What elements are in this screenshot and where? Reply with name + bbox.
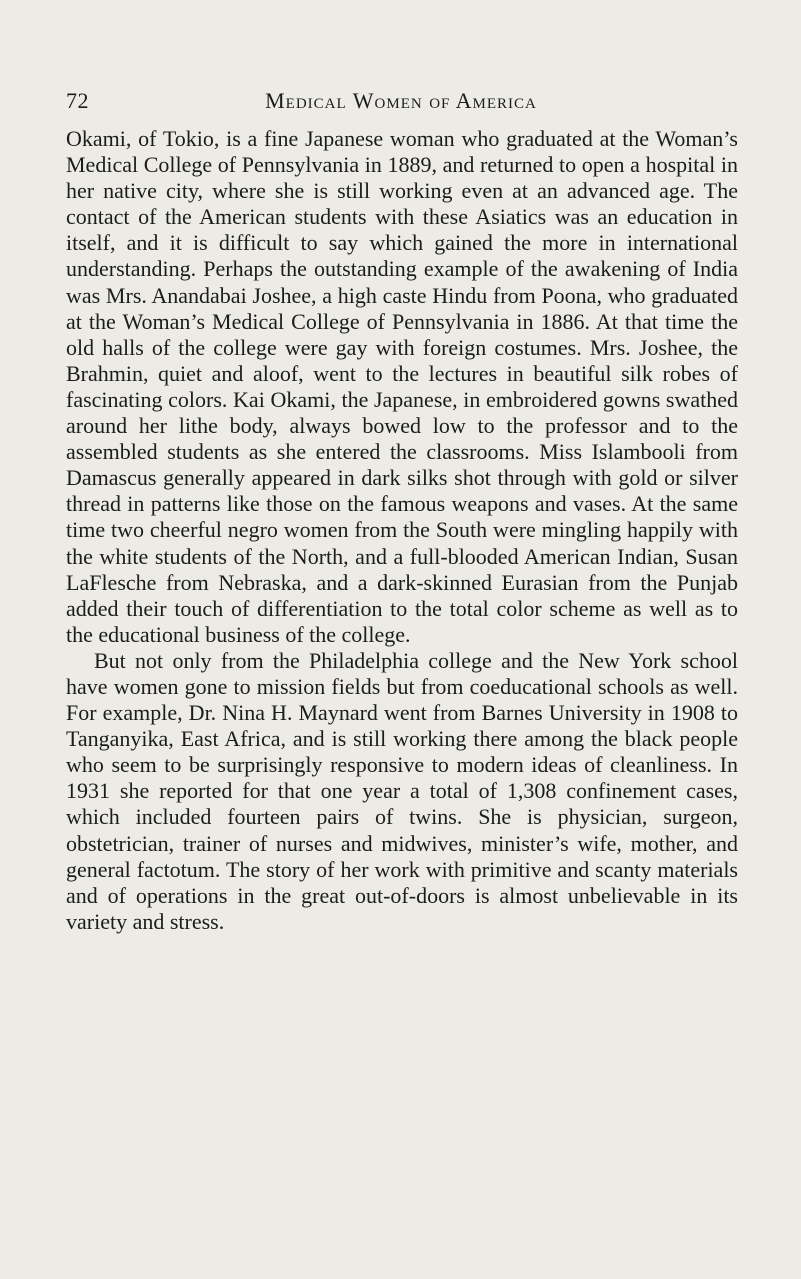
- running-head: [66, 88, 736, 118]
- running-title: Medical Women of America: [265, 88, 537, 113]
- paragraph: But not only from the Philadelphia college and the New York school have women gone to mission fields but from coeducational schools as well. For example, Dr. Nina H. Maynard went from Barnes University in 1908 to Tanganyika, East Africa, and is still working there among the black people who seem to be surprisingly responsive to modern ideas of cleanliness. In 1931 she reported for that one year a total of 1,308 confinement cases, which included fourteen pairs of twins. She is physician, surgeon, obstetrician, trainer of nurses and midwives, minister’s wife, mother, and general factotum. The story of her work with primitive and scanty materials and of operations in the great out-of-doors is almost unbelievable in its variety and stress.: [66, 647, 738, 934]
- page-number: 72: [66, 88, 89, 113]
- paragraph: Okami, of Tokio, is a fine Japanese woman who graduated at the Woman’s Medical College of Pennsylvania in 1889, and returned to open a hospital in her native city, where she is still working even at an advanced age. The contact of the American students with these Asiatics was an education in itself, and it is difficult to say which gained the more in international understanding. Perhaps the outstanding example of the awakening of India was Mrs. Anandabai Joshee, a high caste Hindu from Poona, who graduated at the Woman’s Medical College of Pennsylvania in 1886. At that time the old halls of the college were gay with foreign costumes. Mrs. Joshee, the Brahmin, quiet and aloof, went to the lectures in beautiful silk robes of fascinating colors. Kai Okami, the Japanese, in embroidered gowns swathed around her lithe body, always bowed low to the professor and to the assembled students as she entered the classrooms. Miss Islambooli from Damascus generally appeared in dark silks shot through with gold or silver thread in patterns like those on the famous weapons and vases. At the same time two cheerful negro women from the South were mingling happily with the white students of the North, and a full-blooded American Indian, Susan LaFlesche from Nebraska, and a dark-skinned Eurasian from the Punjab added their touch of differentiation to the total color scheme as well as to the educational business of the college.: [66, 126, 738, 647]
- body-text: [66, 126, 738, 935]
